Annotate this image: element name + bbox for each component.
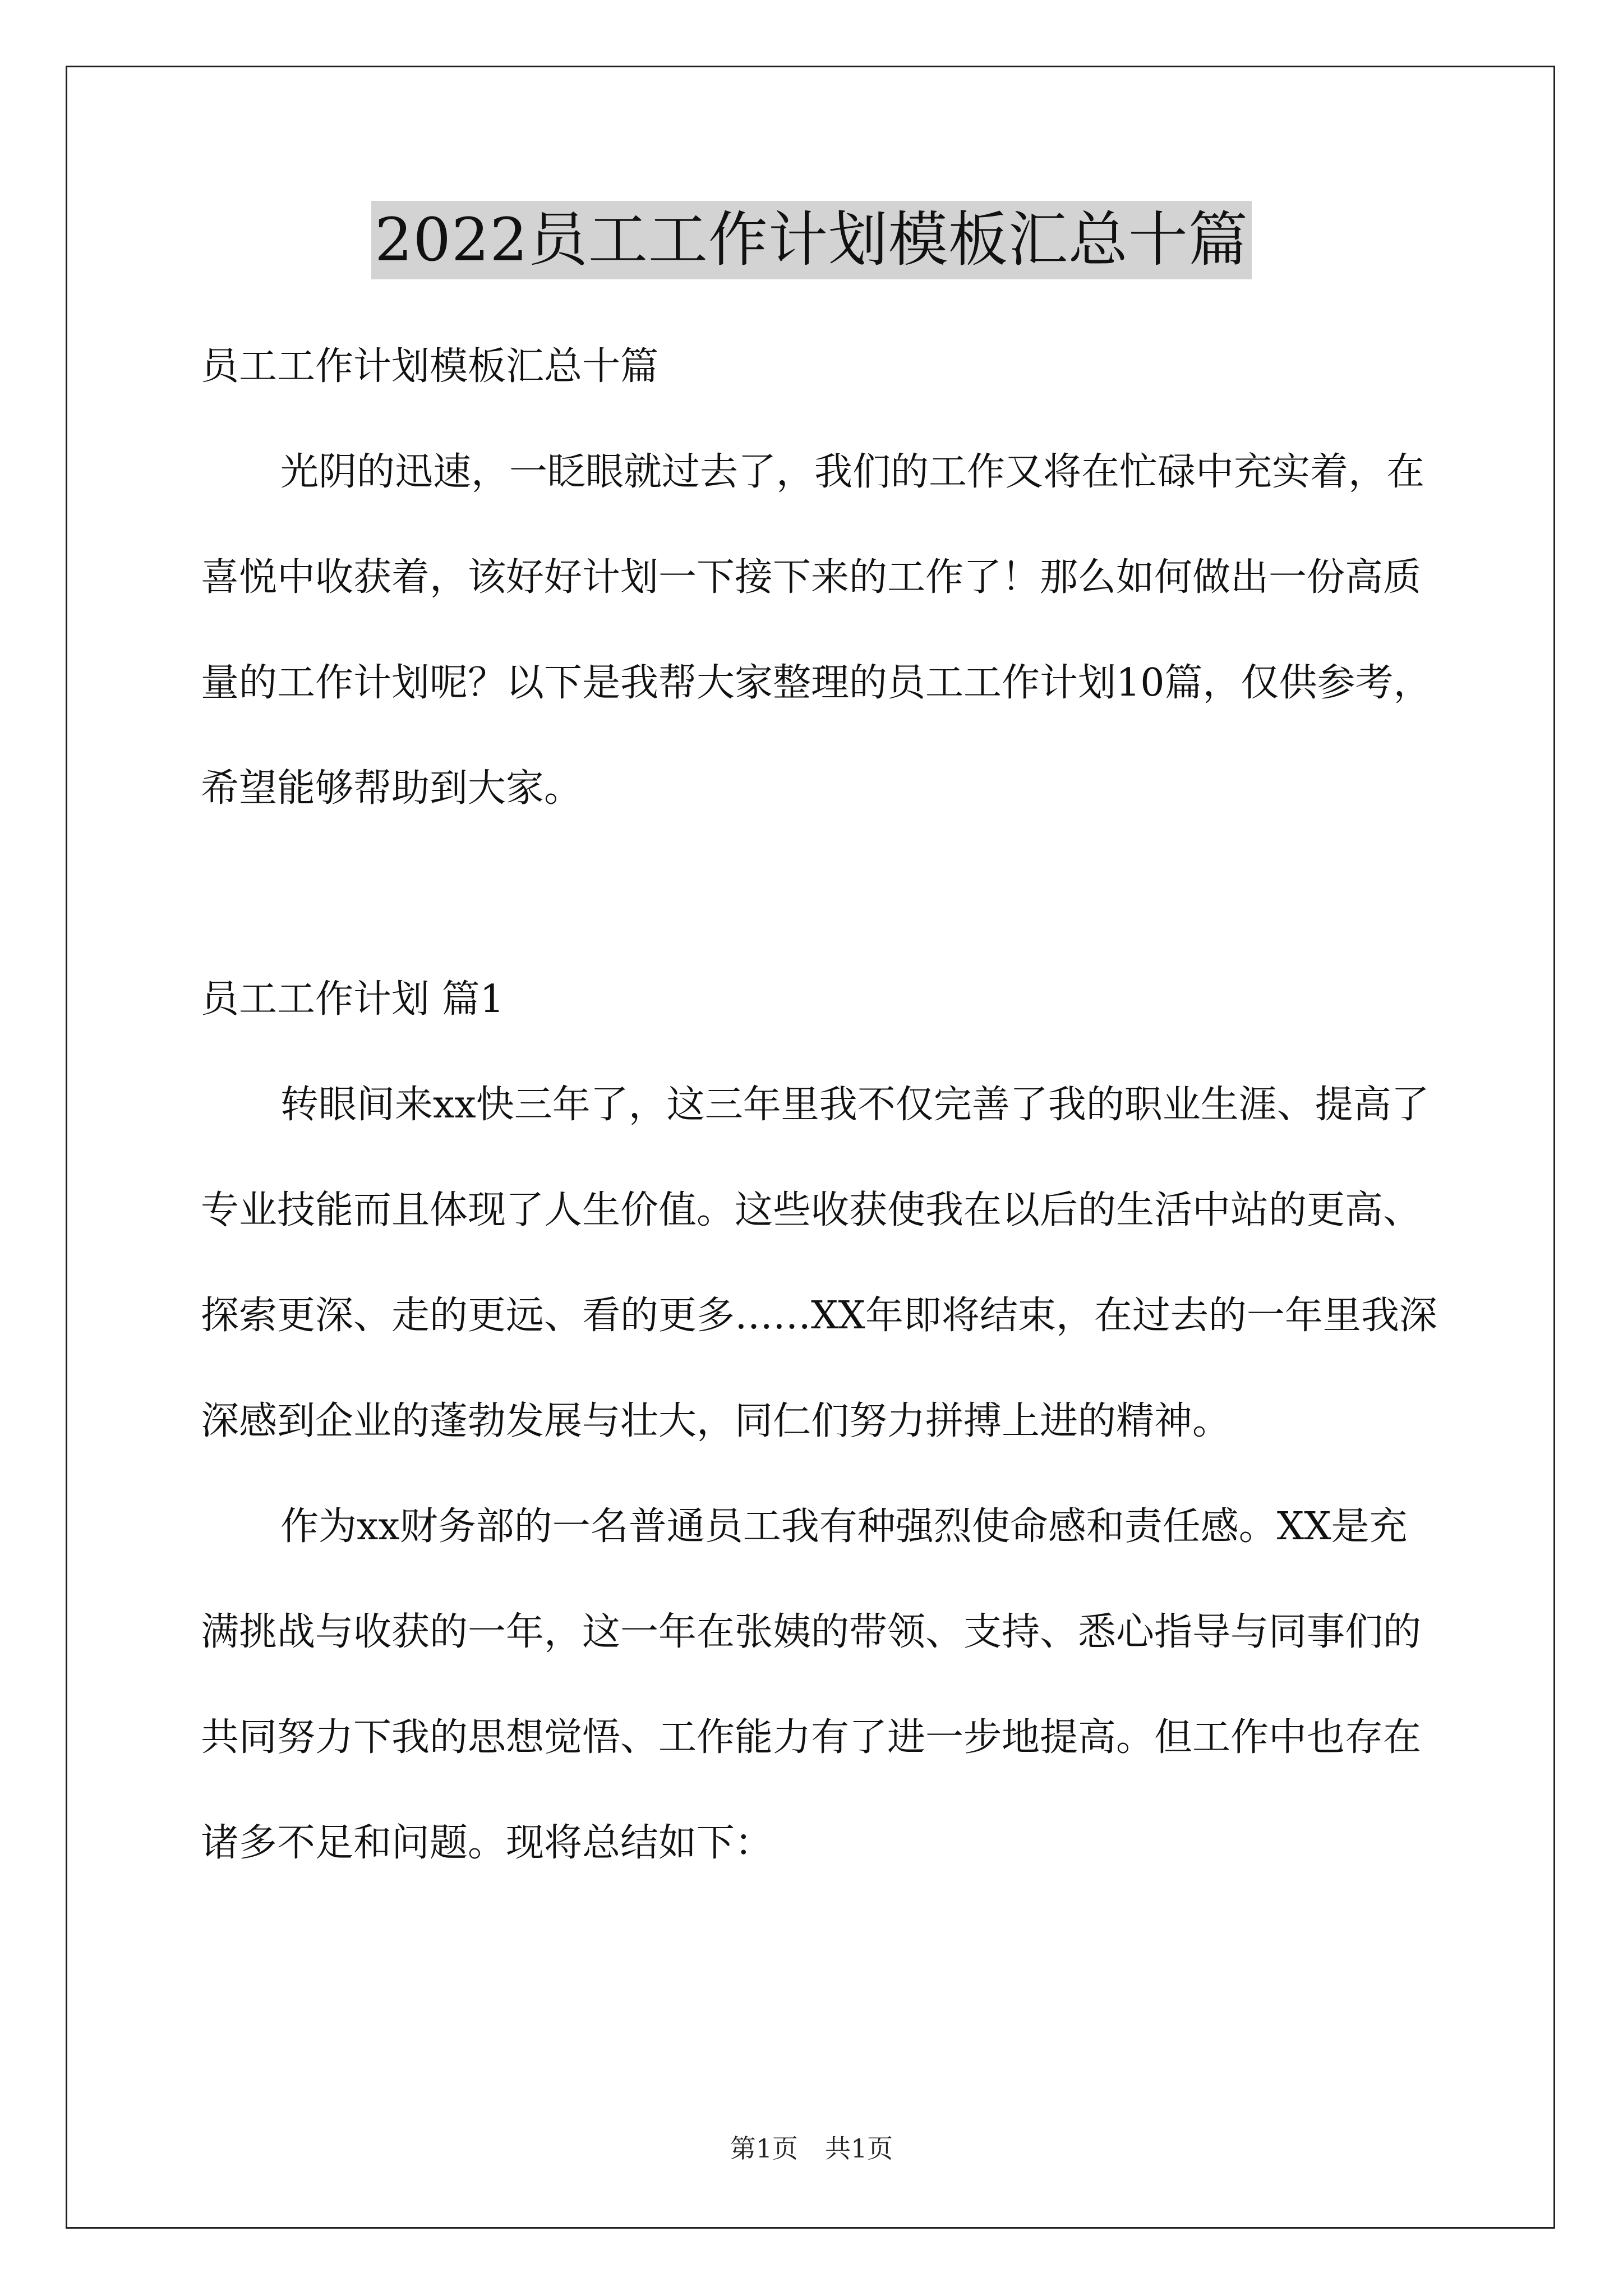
document-body (201, 314, 1440, 1896)
body-paragraph-1: 转眼间来xx快三年了，这三年里我不仅完善了我的职业生涯、提高了专业技能而且体现了人生价值。这些收获使我在以后的生活中站的更高、探索更深、走的更远、看的更多……XX年即将结束，在过去的一年里我深深感到企业的蓬勃发展与壮大，同仁们努力拼搏上进的精神。 (201, 1083, 1437, 1443)
title-container (0, 201, 1623, 279)
page-footer (0, 2132, 1623, 2165)
section-heading: 员工工作计划 篇1 (201, 977, 504, 1022)
document-subtitle: 员工工作计划模板汇总十篇 (201, 344, 659, 389)
body-paragraph-2: 作为xx财务部的一名普通员工我有种强烈使命感和责任感。XX是充满挑战与收获的一年，这一年在张姨的带领、支持、悉心指导与同事们的共同努力下我的思想觉悟、工作能力有了进一步地提高。但工作中也存在诸多不足和问题。现将总结如下： (201, 1504, 1422, 1865)
page-number-total: 共1页 (825, 2133, 893, 2164)
intro-paragraph: 光阴的迅速，一眨眼就过去了，我们的工作又将在忙碌中充实着，在喜悦中收获着，该好好计划一下接下来的工作了！那么如何做出一份高质量的工作计划呢？以下是我帮大家整理的员工工作计划10篇，仅供参考，希望能够帮助到大家。 (201, 450, 1432, 811)
page-number-current: 第1页 (730, 2133, 798, 2164)
document-title: 2022员工工作计划模板汇总十篇 (371, 201, 1252, 279)
